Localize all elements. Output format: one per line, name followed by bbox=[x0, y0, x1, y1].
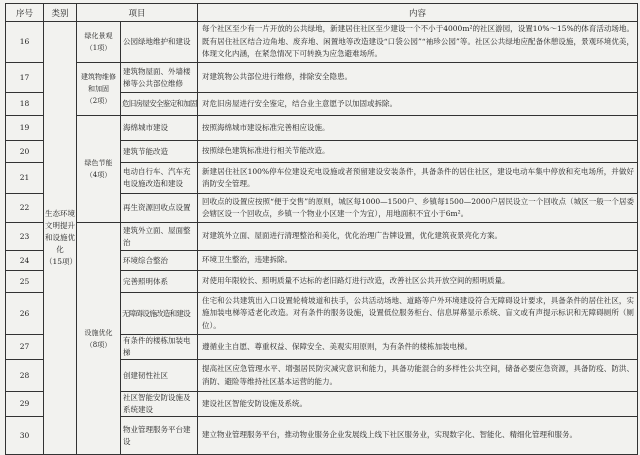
group-cell bbox=[77, 223, 121, 455]
row-number: 17 bbox=[6, 63, 44, 93]
item-name: 海绵城市建设 bbox=[121, 116, 198, 141]
item-content: 住宅和公共建筑出入口设置轮椅坡道和扶手，公共活动场地、道路等户外环境建设符合无障碍设计要求，具备条件的居住社区，实施加装电梯等适老化改造。对有条件的服务设施，设置低位服务柜台、信息屏幕显示系统、盲文或有声提示标识和无障碍厕所（厕位）。 bbox=[198, 293, 638, 335]
row-number: 27 bbox=[6, 335, 44, 360]
row-number: 28 bbox=[6, 360, 44, 392]
item-content: 建立物业管理服务平台，推动物业服务企业发展线上线下社区服务业，实现数字化、智能化、精细化管理和服务。 bbox=[198, 417, 638, 455]
row-number: 18 bbox=[6, 93, 44, 116]
row-number: 24 bbox=[6, 251, 44, 271]
item-content: 环境卫生整治，违建拆除。 bbox=[198, 251, 638, 271]
table-row bbox=[6, 223, 638, 251]
header-content: 内容 bbox=[198, 4, 638, 22]
group-count: （2项） bbox=[85, 97, 112, 105]
category-name: 生态环境文明提升和设施优化 bbox=[45, 209, 75, 254]
item-name: 无障碍设施改造和建设 bbox=[121, 293, 198, 335]
group-cell bbox=[77, 63, 121, 116]
category-count: （15项） bbox=[45, 257, 78, 266]
item-name: 社区智能安防设施及系统建设 bbox=[121, 392, 198, 417]
row-number: 23 bbox=[6, 223, 44, 251]
item-content: 每个社区至少有一片开放的公共绿地，新建居住社区至少建设一个不小于4000m²的社区游园，设置10%～15%的体育活动场地。既有居住社区结合边角地、废弃地、闲置地等改造建设“口袋公园”“袖珍公园”等。社区公共绿地应配备休憩设施，景观环境优美，体现文化内涵，在紧急情况下可转换为应急避难场所。 bbox=[198, 22, 638, 63]
table-row bbox=[6, 116, 638, 141]
group-count: （8项） bbox=[85, 340, 112, 349]
row-number: 25 bbox=[6, 271, 44, 293]
item-name: 电动自行车、汽车充电设施改造和建设 bbox=[121, 163, 198, 194]
item-name: 再生资源回收点设置 bbox=[121, 194, 198, 223]
table-row bbox=[6, 63, 638, 93]
item-content: 对建筑外立面、屋面进行清理整治和美化，优化治理广告牌设置，优化建筑夜景亮化方案。 bbox=[198, 223, 638, 251]
group-count: （4项） bbox=[85, 171, 112, 179]
row-number: 29 bbox=[6, 392, 44, 417]
group-count: （1项） bbox=[85, 44, 112, 52]
category-cell bbox=[44, 22, 77, 455]
item-content: 对危旧房屋进行安全鉴定，结合业主意愿予以加固或拆除。 bbox=[198, 93, 638, 116]
item-name: 环境综合整治 bbox=[121, 251, 198, 271]
group-name: 绿化景观 bbox=[84, 32, 113, 40]
header-project: 项目 bbox=[77, 4, 198, 22]
header-row bbox=[6, 4, 638, 22]
item-name: 创建韧性社区 bbox=[121, 360, 198, 392]
row-number: 26 bbox=[6, 293, 44, 335]
project-table bbox=[5, 3, 638, 455]
item-name: 完善照明体系 bbox=[121, 271, 198, 293]
item-content: 建设社区智能安防设施及系统。 bbox=[198, 392, 638, 417]
row-number: 22 bbox=[6, 194, 44, 223]
group-name: 绿色节能 bbox=[84, 159, 113, 167]
row-number: 19 bbox=[6, 116, 44, 141]
item-name: 有条件的楼栋加装电梯 bbox=[121, 335, 198, 360]
header-category: 类别 bbox=[44, 4, 77, 22]
item-name: 建筑外立面、屋面整治 bbox=[121, 223, 198, 251]
item-content: 按照海绵城市建设标准完善相应设施。 bbox=[198, 116, 638, 141]
row-number: 16 bbox=[6, 22, 44, 63]
item-content: 提高社区应急管理水平、增强居民防灾减灾意识和能力，具备功能混合的多样性公共空间，储备必要应急资源，具备防疫、防洪、消防、避险等维持社区基本运营的能力。 bbox=[198, 360, 638, 392]
item-name: 公园绿地维护和建设 bbox=[121, 22, 198, 63]
item-content: 对使用年限较长、照明质量不达标的老旧路灯进行改造，改善社区公共开放空间的照明质量。 bbox=[198, 271, 638, 293]
item-content: 新建居住社区100%停车位建设充电设施或者预留建设安装条件，具备条件的居住社区，建设电动车集中停放和充电场所，并做好消防安全管理。 bbox=[198, 163, 638, 194]
item-content: 遵循业主自愿、尊重权益、保障安全、美观实用原则，为有条件的楼栋加装电梯。 bbox=[198, 335, 638, 360]
header-no: 序号 bbox=[6, 4, 44, 22]
item-name: 物业管理服务平台建设 bbox=[121, 417, 198, 455]
row-number: 21 bbox=[6, 163, 44, 194]
row-number: 30 bbox=[6, 417, 44, 455]
item-name: 建筑物屋面、外墙楼梯等公共部位维修 bbox=[121, 63, 198, 93]
group-cell bbox=[77, 116, 121, 223]
item-name: 危旧房屋安全鉴定和加固 bbox=[121, 93, 198, 116]
item-content: 按照绿色建筑标准进行相关节能改造。 bbox=[198, 141, 638, 163]
item-name: 建筑节能改造 bbox=[121, 141, 198, 163]
table-row bbox=[6, 22, 638, 63]
item-content: 回收点的设置应按照“便于交售”的原则，城区每1000—1500户、乡镇每1500—2000户居民设立一个回收点（城区一般一个居委会辖区设一个回收点，乡镇一个物业小区建一个为宜），用地面积不宜小于6m²。 bbox=[198, 194, 638, 223]
row-number: 20 bbox=[6, 141, 44, 163]
group-name: 设施优化 bbox=[84, 328, 113, 337]
item-content: 对建筑物公共部位进行维修，排除安全隐患。 bbox=[198, 63, 638, 93]
group-name: 建筑物维修和加固 bbox=[81, 73, 116, 93]
group-cell bbox=[77, 22, 121, 63]
